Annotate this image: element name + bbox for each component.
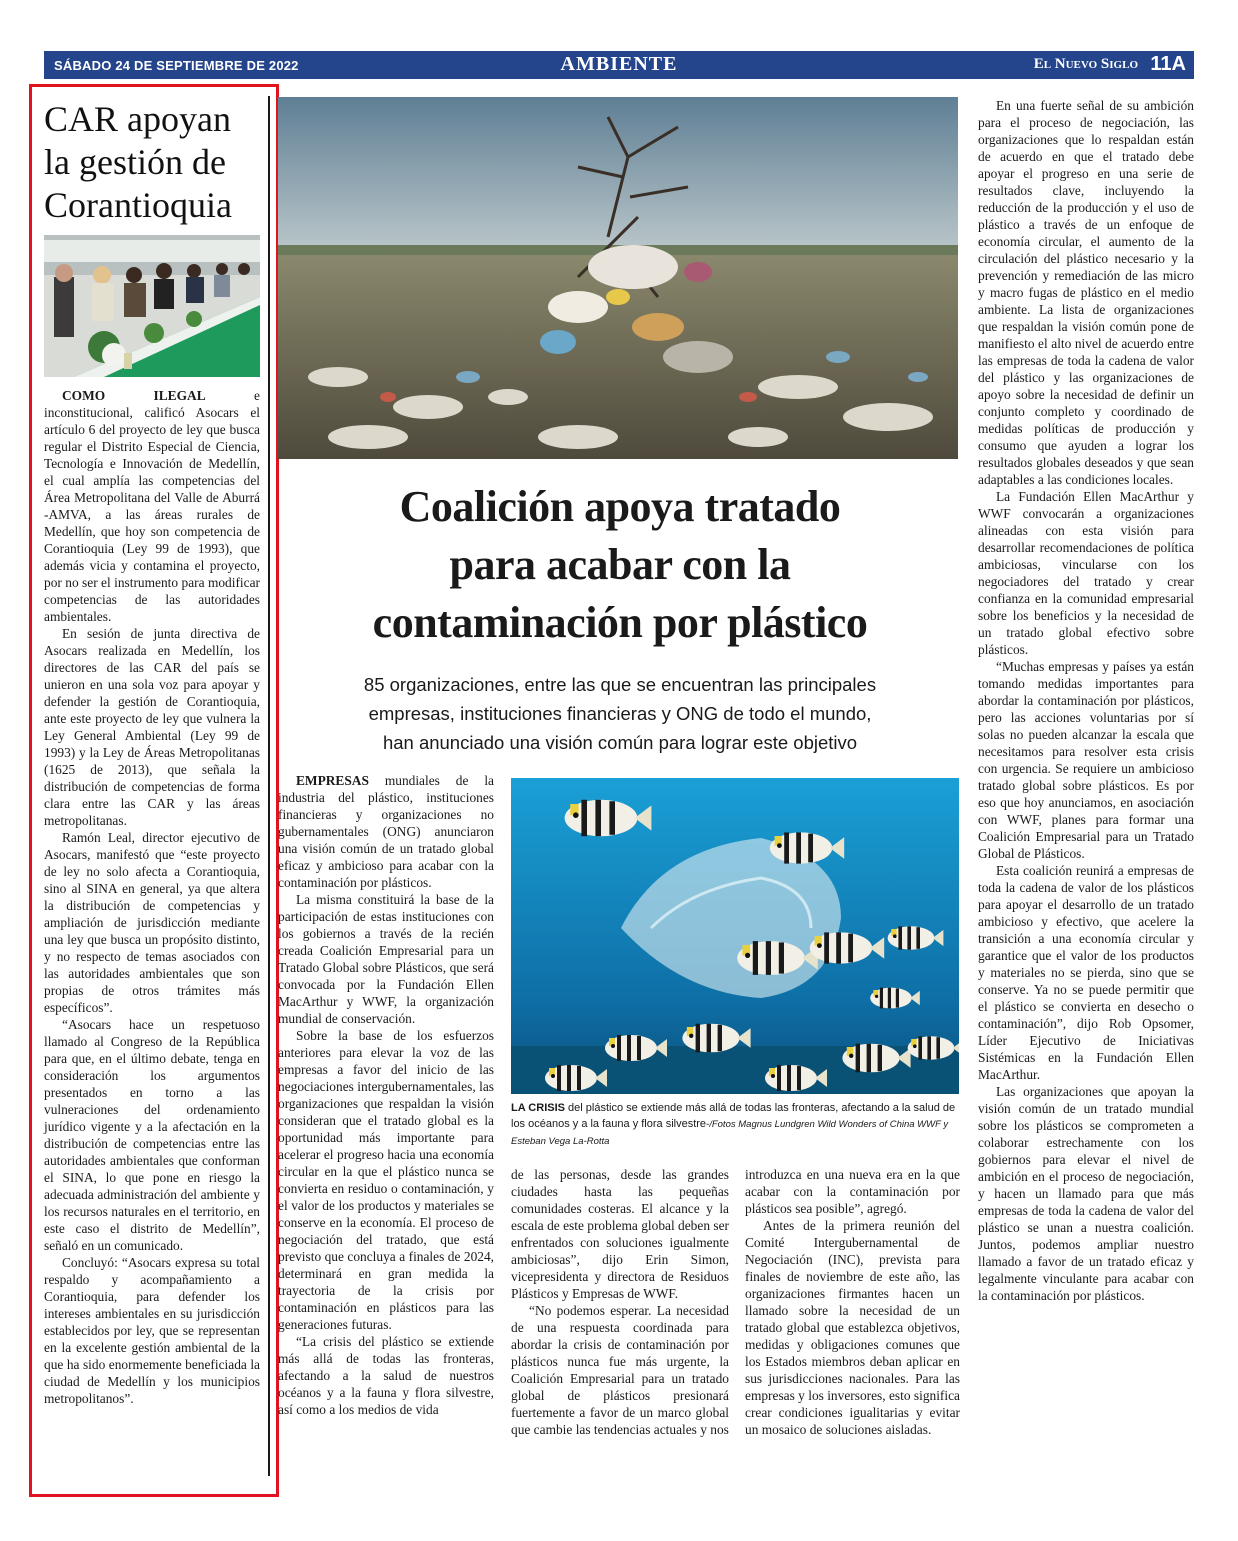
- sidebar-paragraph: “Asocars hace un respetuoso llamado al Congreso de la República para que, en el último debate, tenga en consideración los argumentos presentados en torno a las vulneraciones del ordenamiento jurídico vigente y a la afectación en la distribución de competencias entre las autoridades ambientales que conforman el SINA, lo que pone en riesgo la adecuada administración del ambiente y los recursos naturales en el territorio, en este caso el distrito de Medellín”, señaló en un comunicado.: [44, 1017, 260, 1253]
- article-deck: [300, 670, 940, 757]
- article-column-2: [511, 1166, 729, 1438]
- sidebar-lead-in: COMO ILEGAL: [62, 388, 206, 403]
- article-paragraph: En una fuerte señal de su ambición para el proceso de negociación, las organizaciones que lo respaldan están de acuerdo en que el tratado debe apoyar el progreso en una serie de resultados clave, incluyendo la reducción de la producción y el uso de plástico a través de un enfoque de economía circular, el aumento de la circulación del plástico necesario y la prevención y remediación de las micro y macro fugas de plástico en el medio ambiente. La lista de organizaciones que respaldan la visión común pone de manifiesto el alto nivel de acuerdo entre las empresas de toda la cadena de valor del plástico y las organizaciones de apoyo sobre la necesidad de definir un conjunto completo y coordinado de medidas políticas de producción y consumo que ayuden a lograr los resultados globales deseados y que sean adaptables a las condiciones locales.: [978, 98, 1194, 487]
- sidebar-headline-line: CAR apoyan: [44, 99, 231, 139]
- article-paragraph: Sobre la base de los esfuerzos anteriores para elevar la voz de las empresas a favor del inicio de las negociaciones intergubernamentales, las organizaciones que respaldan la visión consideran que el tratado global es la oportunidad más importante para acelerar el progreso hacia una economía circular en la que el plástico nunca se convierta en residuo o contaminación, y el valor de los productos y materiales se conserve en la economía. El proceso de negociación del tratado, que está previsto que concluya a finales de 2024, determinará en gran medida la trayectoria de la crisis por contaminación en plásticos para las generaciones futuras.: [278, 1028, 494, 1332]
- caption-lead: LA CRISIS: [511, 1102, 565, 1114]
- photo-credit: -/Fotos Magnus Lundgren Wild Wonders of China WWF y Esteban Vega La-Rotta: [511, 1119, 949, 1147]
- article-paragraph: La misma constituirá la base de la participación de estas instituciones con los gobiernos a través de la recién creada Coalición Empresarial para un Tratado Global sobre Plásticos, que será convocada por la Fundación Ellen MacArthur y WWF, la organización mundial de conservación.: [278, 892, 494, 1026]
- page-number: 11A: [1150, 53, 1186, 75]
- article-column-4: [978, 97, 1194, 1304]
- article-paragraph: La Fundación Ellen MacArthur y WWF convocarán a organizaciones alineadas con esta visión para desarrollar recomendaciones de política ambiciosas, vincularse con los negociadores del tratado y crear confianza en la comunidad empresarial sobre los beneficios y la necesidad de un tratado global efectivo sobre plásticos.: [978, 489, 1194, 657]
- sidebar-paragraph: [44, 387, 260, 625]
- article-paragraph: Antes de la primera reunión del Comité Intergubernamental de Negociación (INC), prevista para finales de noviembre de este año, las organizaciones firmantes hacen un llamado sobre la necesidad de un tratado global que establezca objetivos, medidas y obligaciones comunes que los Estados miembros deban aplicar en sus jurisdicciones nacionales. Para las empresas y los inversores, esto significa crear condiciones igualitarias y evitar un mosaico de soluciones aisladas.: [745, 1218, 960, 1437]
- article-lead-in: EMPRESAS: [296, 773, 369, 788]
- headline-line: contaminación por plástico: [372, 598, 868, 647]
- article-column-3: [745, 1166, 960, 1438]
- deck-line: empresas, instituciones financieras y ONG de todo el mundo,: [368, 703, 872, 724]
- sidebar-article-body: [44, 387, 260, 1407]
- sidebar-paragraph: En sesión de junta directiva de Asocars realizada en Medellín, los directores de las CAR del país se unieron en una sola voz para apoyar y defender la gestión de Corantioquia, ante este proyecto de ley que vulnera la Ley General Ambiental (Ley 99 de 1993) y la Ley de Áreas Metropolitanas (1625 de 2013), que señala la distribución de competencias de forma clara entre las CAR y las áreas metropolitanas.: [44, 626, 260, 828]
- article-paragraph: “Muchas empresas y países ya están tomando medidas importantes para abordar la contaminación por plásticos, pero las acciones voluntarias por sí solas no pueden alcanzar la escala que necesitamos para resolver esta crisis con urgencia. Se requiere un ambicioso tratado global sobre plásticos. Es por eso que hoy anunciamos, en asociación con WWF, planes para formar una Coalición Empresarial para un Tratado Global de Plásticos.: [978, 659, 1194, 861]
- sidebar-headline: [44, 98, 266, 227]
- article-paragraph: introduzca en una nueva era en la que acabar con la contaminación por plásticos sea posible”, agregó.: [745, 1167, 960, 1216]
- headline-line: para acabar con la: [449, 540, 791, 589]
- article-headline: [282, 478, 958, 652]
- photo-caption: [511, 1100, 959, 1150]
- article-paragraph: “La crisis del plástico se extiende más allá de todas las fronteras, afectando a la salud de nuestros océanos y a la fauna y flora silvestre, así como a los medios de vida: [278, 1334, 494, 1417]
- deck-line: 85 organizaciones, entre las que se encuentran las principales: [363, 674, 877, 695]
- article-column-1: [278, 772, 494, 1418]
- sidebar-paragraph: Concluyó: “Asocars expresa su total respaldo y acompañamiento a Corantioquia, para defender los intereses ambientales en su jurisdicción establecidos por ley, que se representan en la excelente gestión ambiental de la que ha sido enormemente beneficiada la ciudad de Medellín y los municipios metropolitanos”.: [44, 1255, 260, 1406]
- ocean-plastic-photo: [511, 778, 959, 1094]
- plastic-waste-photo: [278, 97, 958, 459]
- article-paragraph: Esta coalición reunirá a empresas de toda la cadena de valor de los plásticos para apoyar el desarrollo de un tratado ambicioso y efectivo, que acelere la transición a una economía circular y garantice que el valor de los productos y materiales no se pierda, sino que se conserve. Ya no se puede permitir que el plástico se convierta en desecho o contaminación”, dijo Rob Opsomer, Líder Ejecutivo de Iniciativas Sistémicas en la Fundación Ellen MacArthur.: [978, 863, 1194, 1082]
- column-divider: [268, 96, 270, 1476]
- meeting-photo: [44, 235, 260, 377]
- article-paragraph: de las personas, desde las grandes ciudades hasta las pequeñas comunidades costeras. El alcance y la escala de este problema global deben ser enfrentados con soluciones igualmente ambiciosas”, dijo Erin Simon, vicepresidenta y directora de Residuos Plásticos y Empresas de WWF.: [511, 1167, 729, 1301]
- sidebar-headline-line: Corantioquia: [44, 185, 232, 225]
- sidebar-paragraph-text: e inconstitucional, calificó Asocars el artículo 6 del proyecto de ley que busca regular el Distrito Especial de Ciencia, Tecnología e Innovación de Medellín, el cual amplía las competencias del Área Metropolitana del Valle de Aburrá -AMVA, a las áreas rurales de Medellín, que hoy son competencia de Corantioquia (Ley 99 de 1993), que además vicia y contamina el proyecto, por no ser el instrumento para modificar competencias de las autoridades ambientales.: [44, 388, 260, 624]
- article-paragraph: [278, 772, 494, 891]
- sidebar-paragraph: Ramón Leal, director ejecutivo de Asocars, manifestó que “este proyecto de ley no solo afecta a Corantioquia, sino al SINA en general, ya que altera la distribución de competencias y ampliación de jurisdicción mediante una ley que busca un propósito distinto, y no respecto de temas asociados con las autoridades ambientales que son propias de otros trámites más específicos”.: [44, 830, 260, 1015]
- headline-line: Coalición apoya tratado: [399, 482, 841, 531]
- article-paragraph: “No podemos esperar. La necesidad de una respuesta coordinada para abordar la crisis de contaminación por plásticos nunca fue más urgente, la Coalición Empresarial para un tratado global de plásticos presionará fuertemente a favor de un marco global que cambie las tendencias actuales y nos: [511, 1303, 729, 1437]
- section-title: AMBIENTE: [560, 53, 678, 75]
- caption-text: del plástico se extiende más allá de todas las fronteras, afectando a la salud de los océanos y a la fauna y flora silvestre: [511, 1102, 956, 1130]
- newspaper-name: El Nuevo Siglo: [1033, 56, 1138, 72]
- page-header-bar: [44, 51, 1194, 79]
- sidebar-headline-line: la gestión de: [44, 142, 226, 182]
- deck-line: han anunciado una visión común para lograr este objetivo: [382, 732, 858, 753]
- article-paragraph-text: mundiales de la industria del plástico, instituciones financieras y organizaciones no gubernamentales (ONG) anunciaron una visión común de un tratado global eficaz y ambicioso para acabar con la contaminación por plásticos.: [278, 773, 494, 890]
- article-paragraph: Las organizaciones que apoyan la visión común de un tratado mundial sobre los plásticos se comprometen a colaborar estrechamente con los gobiernos para elevar el nivel de ambición en el proceso de negociación, y hacen un llamado para que más empresas de toda la cadena de valor del plástico se unan a nuestra coalición. Juntos, podemos ampliar nuestro llamado a favor de un tratado eficaz y legalmente vinculante para acabar con la contaminación por plásticos.: [978, 1084, 1194, 1303]
- header-date: SÁBADO 24 DE SEPTIEMBRE DE 2022: [54, 58, 299, 73]
